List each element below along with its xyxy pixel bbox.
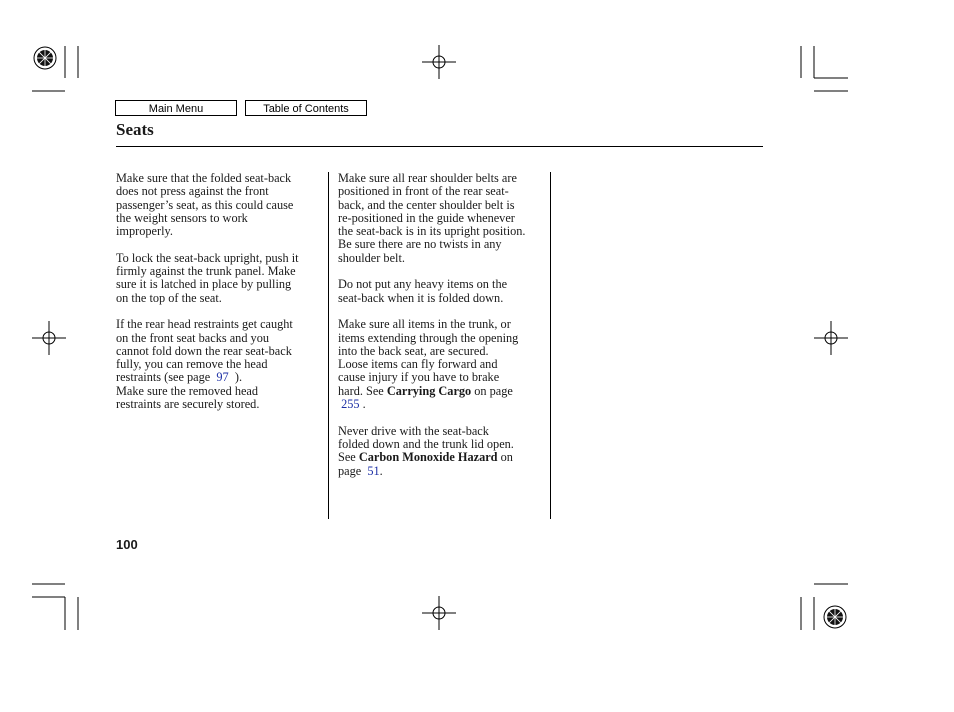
page-number: 100 — [116, 537, 138, 552]
column-divider-1 — [328, 172, 329, 519]
column-1 — [116, 172, 324, 425]
page-255-link[interactable]: 255 — [341, 397, 360, 412]
page-97-link[interactable]: 97 — [216, 370, 229, 385]
page-51-link[interactable]: 51 — [367, 463, 380, 478]
carrying-cargo-ref: Carrying Cargo — [386, 383, 472, 398]
carbon-monoxide-ref: Carbon Monoxide Hazard — [358, 450, 498, 465]
col2-paragraph-1: Make sure all rear shoulder belts are positioned in front of the rear seat- back, and the center shoulder belt is re-positioned in the guide whenever the seat-back is in its upright position. Be sure there are no twists in any shoulder belt. — [338, 171, 526, 265]
table-of-contents-button[interactable]: Table of Contents — [245, 100, 367, 116]
col1-paragraph-1: Make sure that the folded seat-back does not press against the front passenger’s seat, as this could cause the weight sensors to work improperly. — [116, 171, 294, 239]
column-divider-2 — [550, 172, 551, 519]
title-rule — [116, 146, 763, 147]
col2-paragraph-4: Never drive with the seat-back folded down and the trunk lid open. See Carbon Monoxide Hazard on page 51. — [338, 423, 514, 478]
main-menu-button[interactable]: Main Menu — [115, 100, 237, 116]
col1-paragraph-2: To lock the seat-back upright, push it firmly against the trunk panel. Make sure it is latched in place by pulling on the top of the seat. — [116, 250, 299, 305]
col2-paragraph-2: Do not put any heavy items on the seat-back when it is folded down. — [338, 277, 508, 305]
page-title: Seats — [116, 120, 154, 139]
col2-paragraph-3: Make sure all items in the trunk, or items extending through the opening into the back seat, are secured. Loose items can fly forward and cause injury if you have to brake hard. See Carrying Cargo on page 255 . — [338, 317, 519, 412]
col1-paragraph-3: If the rear head restraints get caught on the front seat backs and you cannot fold down the rear seat-back fully, you can remove the head restraints (see page 97 ). Make sure the removed head restraints are securely stored. — [116, 317, 293, 412]
column-2 — [338, 172, 546, 491]
